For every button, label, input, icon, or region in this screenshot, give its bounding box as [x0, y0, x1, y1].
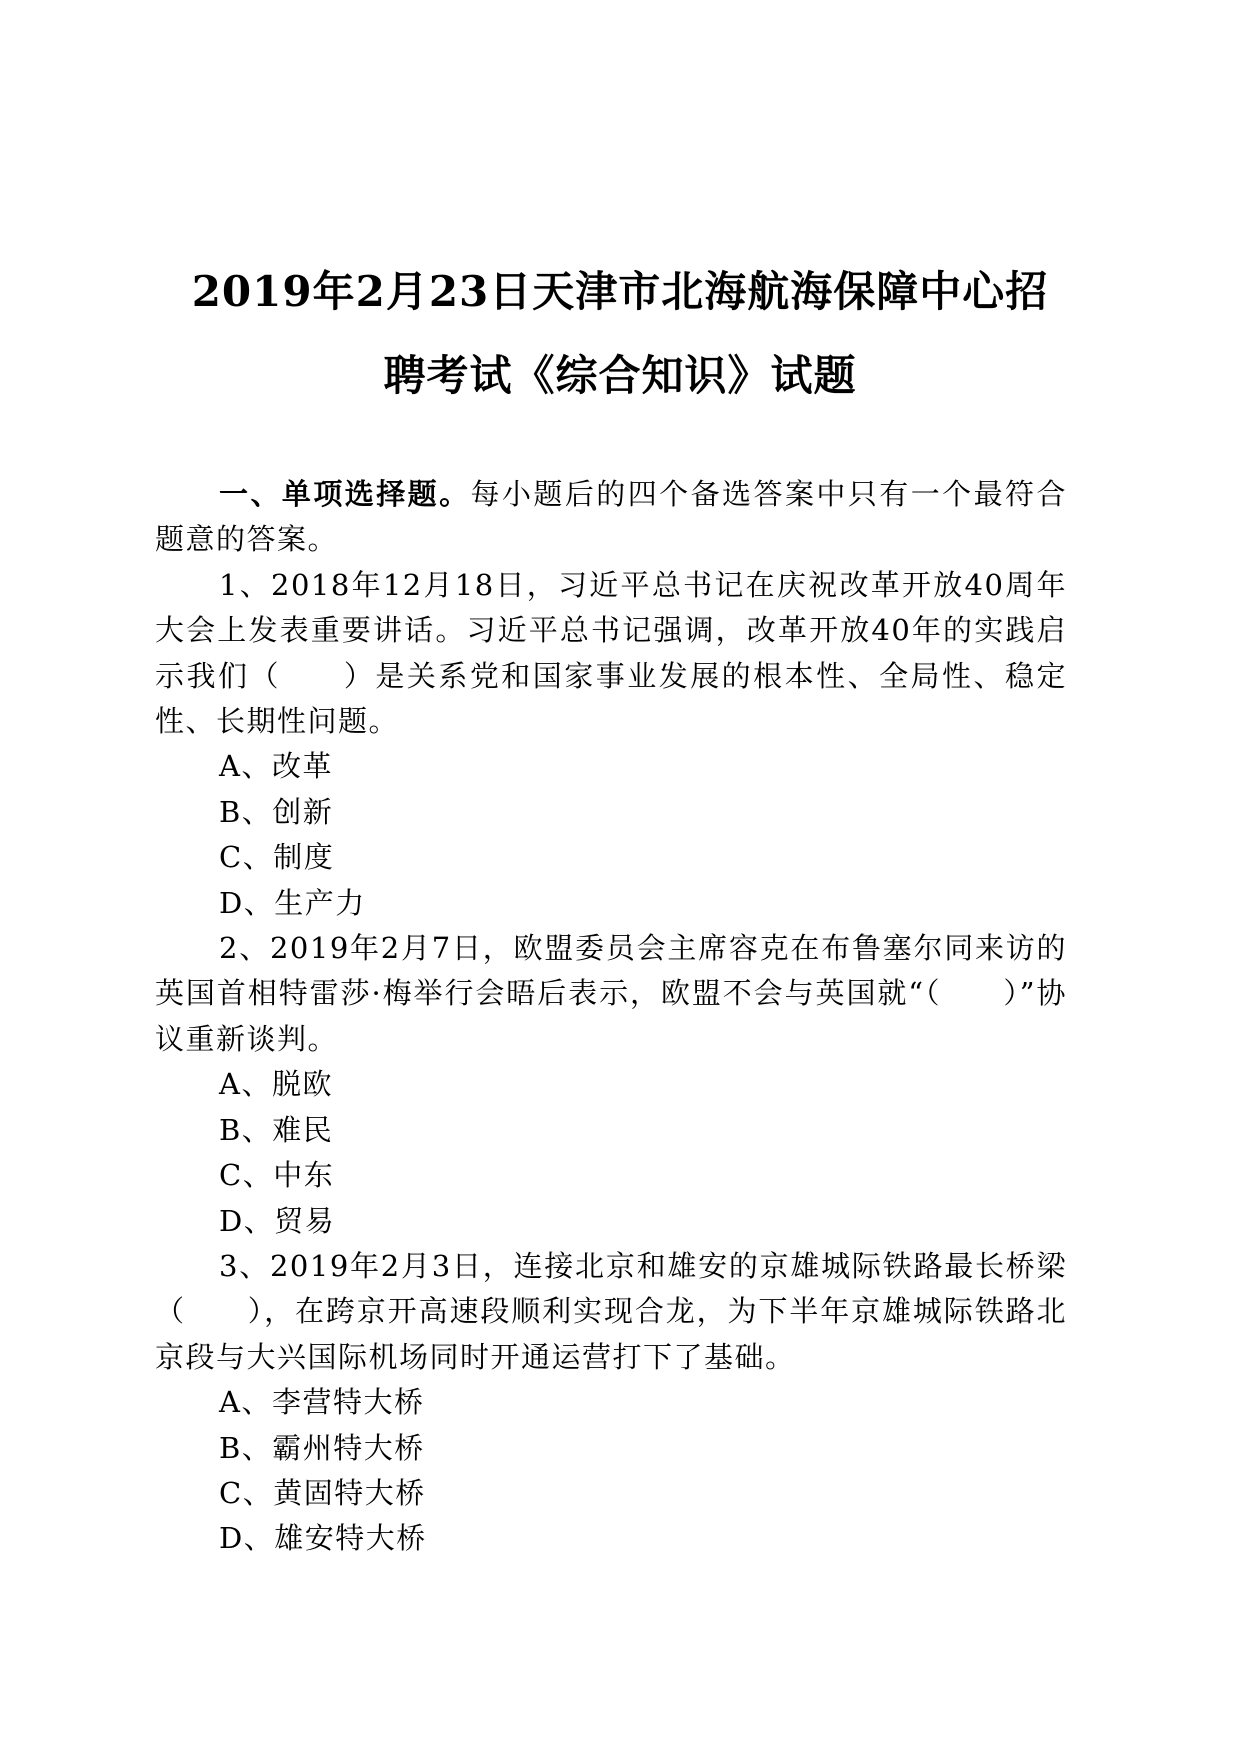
document-title-line-1: 2019年2月23日天津市北海航海保障中心招	[191, 267, 1049, 316]
question-1-stem: 1、2018年12月18日，习近平总书记在庆祝改革开放40周年大会上发表重要讲话。习近平总书记强调，改革开放40年的实践启示我们（ ）是关系党和国家事业发展的根本性、全局性、稳定性、长期性问题。	[155, 567, 1067, 739]
question-2-option-a: A、脱欧	[219, 1067, 333, 1102]
document-title-line-2: 聘考试《综合知识》试题	[383, 351, 857, 400]
question-1-option-a: A、改革	[219, 749, 333, 784]
question-2-option-c: C、中东	[219, 1158, 335, 1193]
question-3-stem: 3、2019年2月3日，连接北京和雄安的京雄城际铁路最长桥梁（ ），在跨京开高速段顺利实现合龙，为下半年京雄城际铁路北京段与大兴国际机场同时开通运营打下了基础。	[155, 1248, 1067, 1374]
question-2-stem: 2、2019年2月7日，欧盟委员会主席容克在布鲁塞尔同来访的英国首相特雷莎·梅举行会晤后表示，欧盟不会与英国就“（ ）”协议重新谈判。	[155, 931, 1067, 1056]
question-3-option-c: C、黄固特大桥	[219, 1475, 426, 1510]
document-body	[155, 472, 1067, 1562]
question-2-option-b: B、难民	[219, 1112, 334, 1147]
question-3-option-d: D、雄安特大桥	[219, 1521, 427, 1556]
section-instruction: 每小题后的四个备选答案中只有一个最符合题意的答案。	[155, 477, 1067, 557]
question-1-option-c: C、制度	[219, 840, 335, 875]
question-3-option-a: A、李营特大桥	[219, 1385, 425, 1420]
question-2-option-d: D、贸易	[219, 1203, 336, 1238]
section-heading	[155, 472, 1067, 563]
section-label: 一、单项选择题。	[219, 477, 471, 511]
question-1-option-b: B、创新	[219, 794, 334, 829]
question-1-option-d: D、生产力	[219, 885, 366, 920]
question-3-option-b: B、霸州特大桥	[219, 1430, 425, 1465]
